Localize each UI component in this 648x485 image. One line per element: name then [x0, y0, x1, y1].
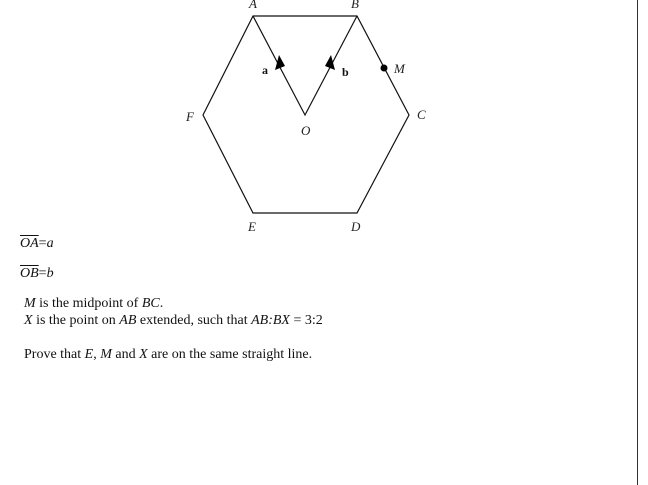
label-o: O — [301, 123, 311, 138]
label-d: D — [351, 219, 361, 234]
ob-vector: $\overline{OB}$ — [20, 266, 39, 281]
label-b: B — [351, 0, 359, 11]
t: is the midpoint of — [35, 296, 142, 311]
m: M — [24, 296, 36, 311]
hexagon-diagram — [0, 0, 648, 240]
label-vector-a: a — [262, 63, 268, 77]
label-f: F — [186, 109, 194, 124]
x: X — [139, 347, 148, 362]
midpoint-m-dot — [381, 65, 388, 72]
page-border-line — [637, 0, 638, 485]
label-vector-b: b — [342, 65, 349, 79]
t: extended, such that — [136, 313, 252, 328]
t: , — [93, 347, 101, 362]
m: M — [100, 347, 112, 362]
ob-equation — [20, 266, 54, 282]
bc: BC — [141, 296, 160, 311]
a-value: a — [46, 236, 54, 251]
midpoint-statement — [24, 296, 163, 312]
label-m: M — [394, 61, 405, 76]
label-c: C — [417, 107, 426, 122]
b-value: b — [46, 266, 54, 281]
ab: AB — [119, 313, 137, 328]
t: are on the same straight line. — [147, 347, 313, 362]
hexagon-abcdef — [203, 16, 409, 213]
x-statement — [24, 313, 323, 329]
t: . — [159, 296, 164, 311]
arrow-b-icon — [325, 55, 335, 70]
x: X — [24, 313, 33, 328]
e: E — [84, 347, 94, 362]
oa-vector: $\overline{OA}$ — [20, 236, 39, 251]
ratio: AB:BX — [251, 313, 290, 328]
oa-equation — [20, 236, 54, 252]
equals: = — [38, 266, 47, 281]
label-e: E — [248, 219, 256, 234]
t: Prove that — [24, 347, 85, 362]
equals: = — [38, 236, 47, 251]
t: = 3:2 — [289, 313, 323, 328]
t: is the point on — [32, 313, 120, 328]
arrow-a-icon — [275, 55, 285, 70]
prove-statement — [24, 347, 312, 363]
t: and — [111, 347, 140, 362]
label-a: A — [249, 0, 257, 11]
